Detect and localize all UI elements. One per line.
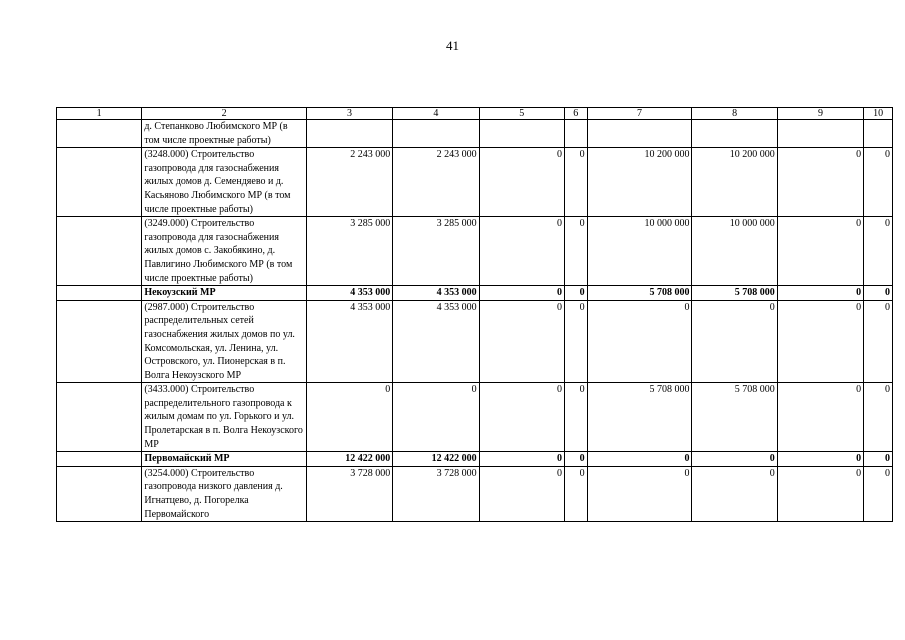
amount-cell-col-9: 0 [777, 148, 863, 217]
amount-cell-col-9: 0 [777, 300, 863, 383]
amount-cell-col-5: 0 [479, 217, 564, 286]
project-description-cell: (2987.000) Строительство распределительных сетей газоснабжения жилых домов по ул. Комсомольская, ул. Ленина, ул. Островского, ул. Пионерская в п. Волга Некоузского МР [142, 300, 307, 383]
amount-cell-col-6: 0 [564, 148, 587, 217]
amount-cell-col-6: 0 [564, 217, 587, 286]
row-number-cell [57, 452, 142, 467]
row-number-cell [57, 148, 142, 217]
amount-cell-col-10: 0 [864, 217, 893, 286]
project-description-cell: (3254.000) Строительство газопровода низкого давления д. Игнатцево, д. Погорелка Первомайского [142, 466, 307, 521]
amount-cell-col-7 [587, 120, 692, 148]
amount-cell-col-3: 0 [306, 383, 392, 452]
table-row [57, 217, 893, 286]
amount-cell-col-9: 0 [777, 466, 863, 521]
column-header: 2 [142, 108, 307, 120]
amount-cell-col-5: 0 [479, 148, 564, 217]
amount-cell-col-7: 0 [587, 452, 692, 467]
header-row [57, 108, 893, 120]
amount-cell-col-10: 0 [864, 466, 893, 521]
amount-cell-col-6: 0 [564, 383, 587, 452]
table-row [57, 300, 893, 383]
amount-cell-col-8: 5 708 000 [692, 383, 777, 452]
district-total-row [57, 286, 893, 301]
table-body [57, 120, 893, 522]
project-description-cell: (3433.000) Строительство распределительного газопровода к жилым домам по ул. Горького и ул. Пролетарская в п. Волга Некоузского МР [142, 383, 307, 452]
amount-cell-col-6: 0 [564, 452, 587, 467]
amount-cell-col-4: 12 422 000 [393, 452, 479, 467]
column-header: 9 [777, 108, 863, 120]
column-header: 10 [864, 108, 893, 120]
amount-cell-col-3 [306, 120, 392, 148]
amount-cell-col-4: 2 243 000 [393, 148, 479, 217]
amount-cell-col-9: 0 [777, 286, 863, 301]
row-number-cell [57, 383, 142, 452]
amount-cell-col-7: 0 [587, 466, 692, 521]
amount-cell-col-6: 0 [564, 286, 587, 301]
amount-cell-col-4 [393, 120, 479, 148]
amount-cell-col-9: 0 [777, 452, 863, 467]
column-header: 6 [564, 108, 587, 120]
amount-cell-col-7: 10 200 000 [587, 148, 692, 217]
amount-cell-col-8: 0 [692, 452, 777, 467]
amount-cell-col-7: 10 000 000 [587, 217, 692, 286]
amount-cell-col-10: 0 [864, 148, 893, 217]
table-row [57, 120, 893, 148]
amount-cell-col-6: 0 [564, 300, 587, 383]
column-header: 8 [692, 108, 777, 120]
amount-cell-col-3: 12 422 000 [306, 452, 392, 467]
amount-cell-col-5: 0 [479, 300, 564, 383]
amount-cell-col-9: 0 [777, 383, 863, 452]
table-row [57, 148, 893, 217]
amount-cell-col-5: 0 [479, 383, 564, 452]
amount-cell-col-7: 5 708 000 [587, 286, 692, 301]
amount-cell-col-10: 0 [864, 286, 893, 301]
amount-cell-col-5: 0 [479, 286, 564, 301]
row-number-cell [57, 300, 142, 383]
row-number-cell [57, 217, 142, 286]
amount-cell-col-5: 0 [479, 452, 564, 467]
amount-cell-col-9: 0 [777, 217, 863, 286]
page-number: 41 [446, 38, 459, 53]
amount-cell-col-10: 0 [864, 452, 893, 467]
amount-cell-col-8: 0 [692, 300, 777, 383]
budget-table [56, 107, 893, 522]
amount-cell-col-9 [777, 120, 863, 148]
amount-cell-col-3: 3 728 000 [306, 466, 392, 521]
amount-cell-col-4: 0 [393, 383, 479, 452]
row-number-cell [57, 286, 142, 301]
amount-cell-col-8: 0 [692, 466, 777, 521]
amount-cell-col-5 [479, 120, 564, 148]
column-header: 1 [57, 108, 142, 120]
amount-cell-col-10 [864, 120, 893, 148]
amount-cell-col-10: 0 [864, 383, 893, 452]
column-header: 7 [587, 108, 692, 120]
column-header: 3 [306, 108, 392, 120]
amount-cell-col-5: 0 [479, 466, 564, 521]
amount-cell-col-8: 10 000 000 [692, 217, 777, 286]
amount-cell-col-8: 5 708 000 [692, 286, 777, 301]
district-name-cell: Первомайский МР [142, 452, 307, 467]
amount-cell-col-7: 5 708 000 [587, 383, 692, 452]
amount-cell-col-7: 0 [587, 300, 692, 383]
column-header: 5 [479, 108, 564, 120]
table-row [57, 466, 893, 521]
column-header: 4 [393, 108, 479, 120]
amount-cell-col-8 [692, 120, 777, 148]
table-row [57, 383, 893, 452]
amount-cell-col-6 [564, 120, 587, 148]
project-description-cell: (3248.000) Строительство газопровода для газоснабжения жилых домов д. Семендяево и д. Касьяново Любимского МР (в том числе проектные работы) [142, 148, 307, 217]
amount-cell-col-3: 3 285 000 [306, 217, 392, 286]
amount-cell-col-4: 4 353 000 [393, 286, 479, 301]
amount-cell-col-3: 4 353 000 [306, 286, 392, 301]
project-description-cell: (3249.000) Строительство газопровода для газоснабжения жилых домов с. Закобякино, д. Павлигино Любимского МР (в том числе проектные работы) [142, 217, 307, 286]
amount-cell-col-10: 0 [864, 300, 893, 383]
project-description-cell: д. Степанково Любимского МР (в том числе проектные работы) [142, 120, 307, 148]
amount-cell-col-3: 4 353 000 [306, 300, 392, 383]
amount-cell-col-4: 3 285 000 [393, 217, 479, 286]
amount-cell-col-3: 2 243 000 [306, 148, 392, 217]
district-name-cell: Некоузский МР [142, 286, 307, 301]
table-header [57, 108, 893, 120]
amount-cell-col-4: 4 353 000 [393, 300, 479, 383]
amount-cell-col-6: 0 [564, 466, 587, 521]
row-number-cell [57, 120, 142, 148]
amount-cell-col-8: 10 200 000 [692, 148, 777, 217]
district-total-row [57, 452, 893, 467]
row-number-cell [57, 466, 142, 521]
amount-cell-col-4: 3 728 000 [393, 466, 479, 521]
